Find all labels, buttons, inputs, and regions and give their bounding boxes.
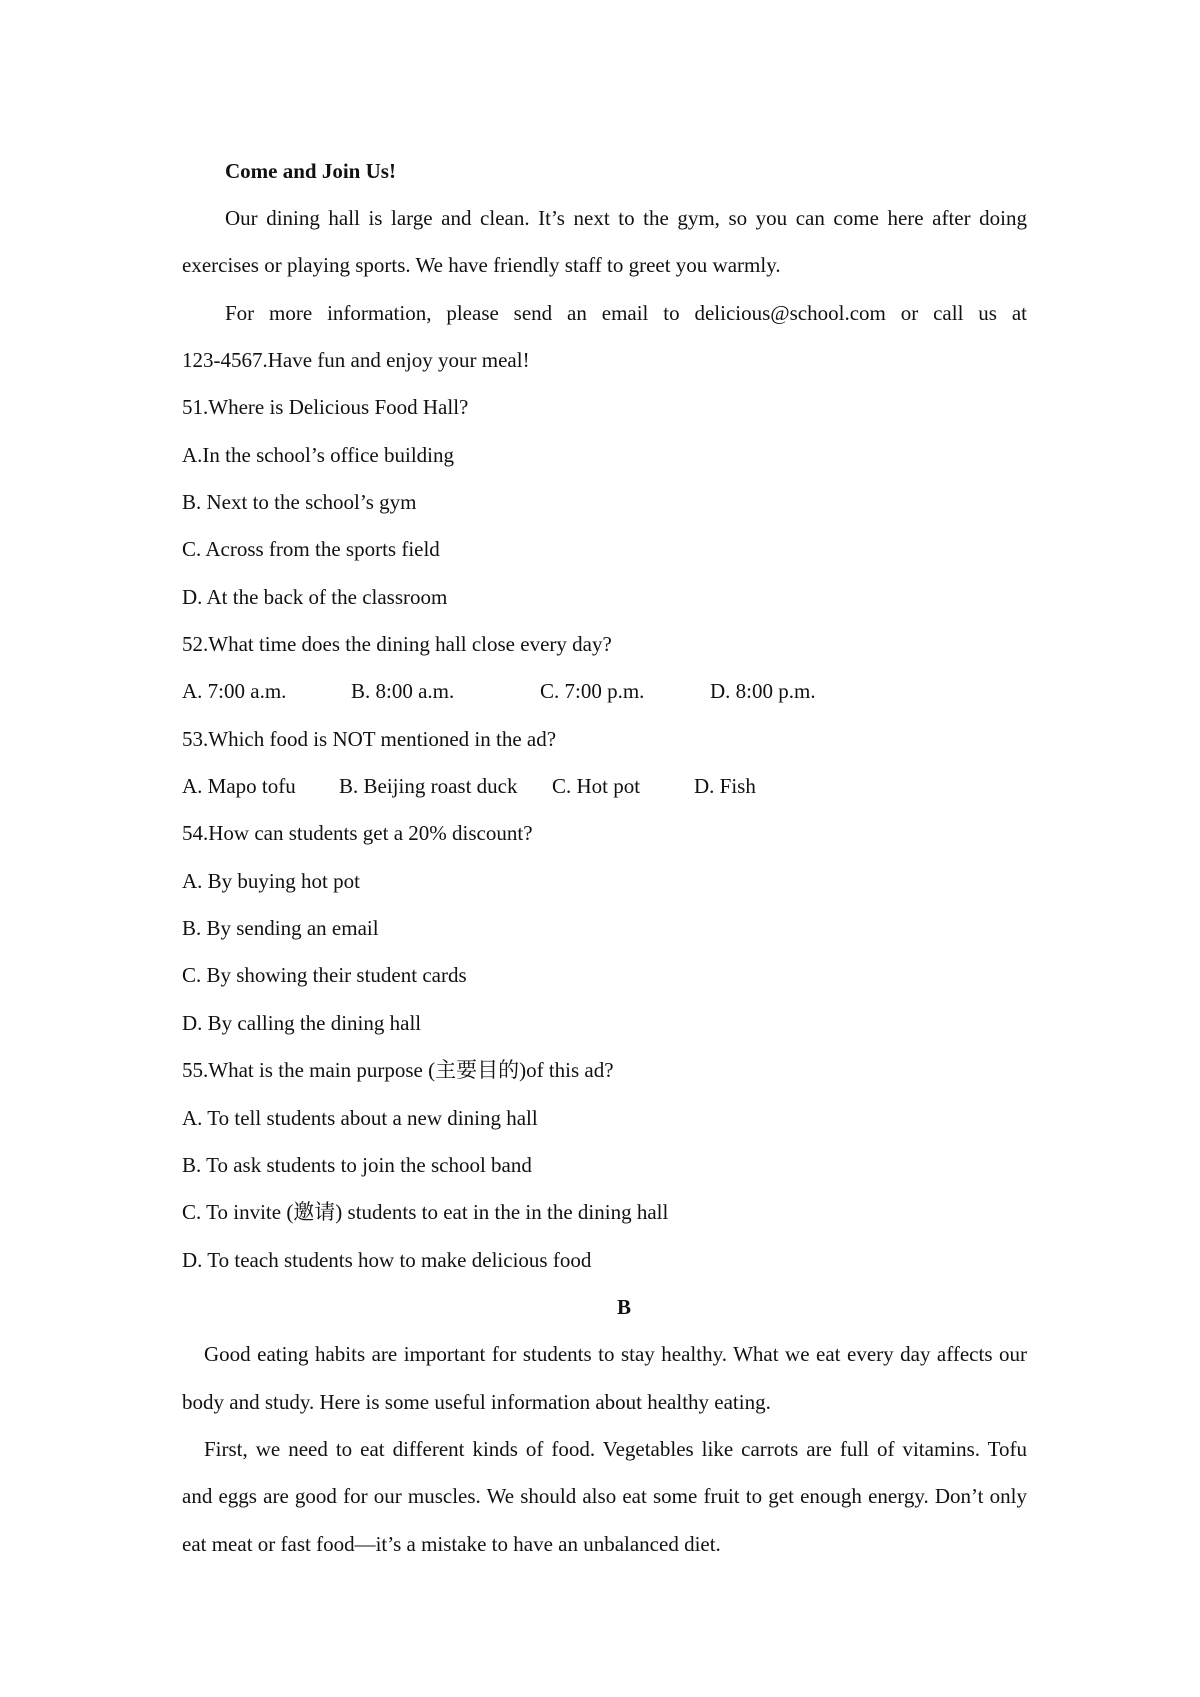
question-51-option-a: A.In the school’s office building: [182, 443, 454, 467]
question-55-option-c: C. To invite (邀请) students to eat in the in the dining hall: [182, 1200, 669, 1224]
ad-heading: Come and Join Us!: [225, 159, 396, 183]
section-b-title: B: [616, 1295, 631, 1319]
question-52-stem: 52.What time does the dining hall close every day?: [182, 632, 612, 656]
question-53-option-a: A. Mapo tofu: [182, 774, 296, 798]
question-55-stem: 55.What is the main purpose (主要目的)of this ad?: [182, 1058, 614, 1082]
question-53-option-b: B. Beijing roast duck: [339, 774, 518, 798]
ad-paragraph-1-line-1: Our dining hall is large and clean. It’s next to the gym, so you can come here after doing: [225, 206, 1027, 230]
question-51-option-b: B. Next to the school’s gym: [182, 490, 417, 514]
ad-paragraph-2-line-1: For more information, please send an email to delicious@school.com or call us at: [225, 301, 1027, 325]
question-54-option-b: B. By sending an email: [182, 916, 379, 940]
ad-paragraph-1-line-2: exercises or playing sports. We have friendly staff to greet you warmly.: [182, 253, 781, 277]
question-54-option-c: C. By showing their student cards: [182, 963, 467, 987]
question-53-option-d: D. Fish: [694, 774, 756, 798]
question-54-option-d: D. By calling the dining hall: [182, 1011, 422, 1035]
ad-paragraph-2-line-2: 123-4567.Have fun and enjoy your meal!: [182, 348, 530, 372]
section-b-paragraph-1-line-1: Good eating habits are important for students to stay healthy. What we eat every day affects our: [204, 1342, 1027, 1366]
section-b-paragraph-2-line-2: and eggs are good for our muscles. We should also eat some fruit to get enough energy. Don’t only: [182, 1484, 1027, 1508]
question-52-option-b: B. 8:00 a.m.: [351, 679, 455, 703]
question-51-option-c: C. Across from the sports field: [182, 537, 440, 561]
question-53-option-c: C. Hot pot: [552, 774, 641, 798]
question-52-option-a: A. 7:00 a.m.: [182, 679, 287, 703]
question-51-stem: 51.Where is Delicious Food Hall?: [182, 395, 469, 419]
question-54-option-a: A. By buying hot pot: [182, 869, 360, 893]
question-51-option-d: D. At the back of the classroom: [182, 585, 448, 609]
section-b-paragraph-2-line-1: First, we need to eat different kinds of food. Vegetables like carrots are full of vitamins. Tofu: [204, 1437, 1027, 1461]
question-55-option-a: A. To tell students about a new dining hall: [182, 1106, 538, 1130]
question-52-option-d: D. 8:00 p.m.: [710, 679, 816, 703]
question-55-option-b: B. To ask students to join the school band: [182, 1153, 532, 1177]
question-54-stem: 54.How can students get a 20% discount?: [182, 821, 533, 845]
section-b-paragraph-2-line-3: eat meat or fast food—it’s a mistake to have an unbalanced diet.: [182, 1532, 721, 1556]
question-52-option-c: C. 7:00 p.m.: [540, 679, 645, 703]
question-55-option-d: D. To teach students how to make delicious food: [182, 1248, 592, 1272]
section-b-paragraph-1-line-2: body and study. Here is some useful information about healthy eating.: [182, 1390, 771, 1414]
question-53-stem: 53.Which food is NOT mentioned in the ad?: [182, 727, 557, 751]
